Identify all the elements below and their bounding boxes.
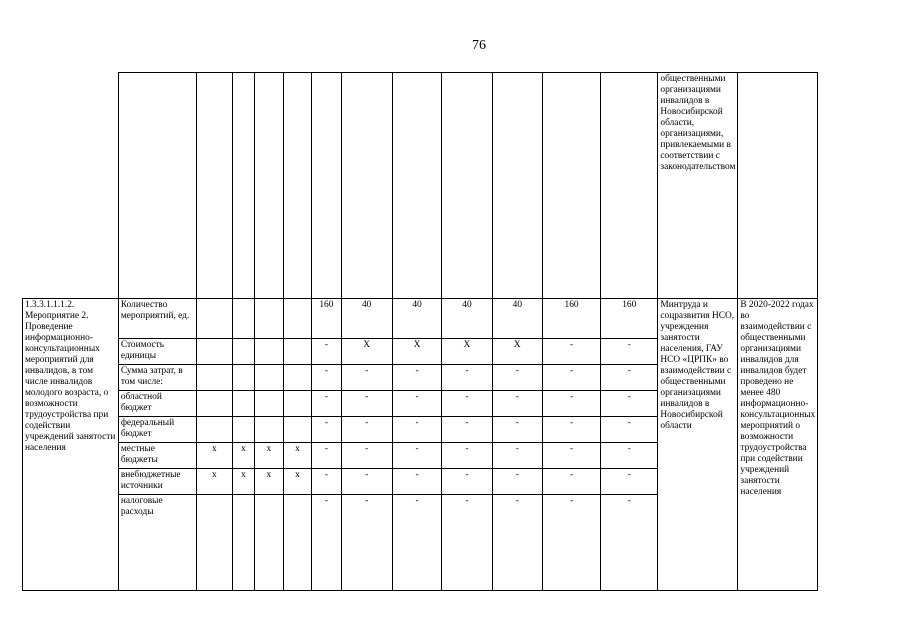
- value-cell: -: [392, 391, 441, 417]
- mark-cell: [196, 417, 232, 443]
- mark-cell: х: [283, 469, 312, 495]
- value-cell: -: [341, 469, 392, 495]
- value-cell: X: [492, 339, 542, 365]
- empty-cell: [232, 73, 254, 299]
- mark-cell: [232, 417, 254, 443]
- indicator-label: областной бюджет: [118, 391, 196, 417]
- mark-cell: [255, 299, 284, 339]
- value-cell: -: [543, 391, 601, 417]
- value-cell: -: [492, 417, 542, 443]
- value-cell: X: [341, 339, 392, 365]
- value-cell: 160: [312, 299, 341, 339]
- mark-cell: х: [232, 469, 254, 495]
- value-cell: 40: [341, 299, 392, 339]
- mark-cell: [232, 339, 254, 365]
- value-cell: -: [341, 391, 392, 417]
- indicator-label: Стоимость единицы: [118, 339, 196, 365]
- value-cell: -: [601, 443, 658, 469]
- value-cell: 160: [543, 299, 601, 339]
- empty-cell: [543, 73, 601, 299]
- empty-cell: [255, 73, 284, 299]
- value-cell: -: [442, 495, 492, 591]
- value-cell: -: [312, 443, 341, 469]
- value-cell: -: [341, 443, 392, 469]
- value-cell: -: [543, 495, 601, 591]
- mark-cell: х: [196, 469, 232, 495]
- mark-cell: [196, 339, 232, 365]
- value-cell: -: [312, 391, 341, 417]
- mark-cell: [232, 299, 254, 339]
- mark-cell: [255, 495, 284, 591]
- value-cell: -: [442, 365, 492, 391]
- value-cell: -: [601, 417, 658, 443]
- value-cell: -: [442, 391, 492, 417]
- indicator-label: внебюджетные источники: [118, 469, 196, 495]
- value-cell: -: [601, 495, 658, 591]
- empty-cell: [392, 73, 441, 299]
- value-cell: -: [601, 469, 658, 495]
- value-cell: -: [492, 443, 542, 469]
- value-cell: -: [442, 417, 492, 443]
- value-cell: -: [312, 469, 341, 495]
- value-cell: -: [341, 417, 392, 443]
- empty-cell: [442, 73, 492, 299]
- continuation-row: [23, 73, 905, 299]
- mark-cell: [255, 365, 284, 391]
- value-cell: -: [312, 495, 341, 591]
- mark-cell: [196, 299, 232, 339]
- value-cell: -: [341, 495, 392, 591]
- continuation-responsible: общественными организациями инвалидов в Новосибирской области, организациями, привлекаемыми в соответствии с законодательством: [658, 73, 738, 299]
- value-cell: -: [492, 495, 542, 591]
- value-cell: -: [392, 443, 441, 469]
- indicator-label: Количество мероприятий, ед.: [118, 299, 196, 339]
- value-cell: -: [601, 391, 658, 417]
- mark-cell: х: [255, 443, 284, 469]
- expected-result: В 2020-2022 годах во взаимодействии с общественными организациями инвалидов для инвалидов будет проведено не менее 480 информационно-консультационных мероприятий о возможности трудоустройства при содействии учреждений занятости населения: [738, 299, 818, 591]
- value-cell: -: [543, 365, 601, 391]
- indicator-label: федеральный бюджет: [118, 417, 196, 443]
- empty-cell: [283, 73, 312, 299]
- value-cell: -: [341, 365, 392, 391]
- mark-cell: [255, 417, 284, 443]
- value-cell: -: [312, 417, 341, 443]
- mark-cell: [255, 391, 284, 417]
- activity-name: 1.3.3.1.1.1.2. Мероприятие 2. Проведение информационно-консультационных мероприятий для инвалидов, в том числе инвалидов молодого возраста, о возможности трудоустройства при содействии учреждений занятости населения: [23, 299, 119, 591]
- empty-cell: [492, 73, 542, 299]
- mark-cell: х: [232, 443, 254, 469]
- value-cell: -: [601, 365, 658, 391]
- value-cell: X: [442, 339, 492, 365]
- mark-cell: [232, 365, 254, 391]
- mark-cell: [283, 299, 312, 339]
- mark-cell: [255, 339, 284, 365]
- responsible-executor: Минтруда и соцразвития НСО, учреждения занятости населения, ГАУ НСО «ЦРПК» во взаимодействии с общественными организациями инвалидов в Новосибирской области: [658, 299, 738, 591]
- value-cell: -: [442, 469, 492, 495]
- empty-cell: [738, 73, 818, 299]
- value-cell: -: [492, 469, 542, 495]
- value-cell: -: [543, 469, 601, 495]
- value-cell: -: [543, 417, 601, 443]
- empty-cell: [341, 73, 392, 299]
- mark-cell: х: [196, 443, 232, 469]
- mark-cell: х: [283, 443, 312, 469]
- empty-cell: [196, 73, 232, 299]
- mark-cell: [232, 495, 254, 591]
- value-cell: -: [392, 469, 441, 495]
- value-cell: -: [392, 495, 441, 591]
- value-cell: -: [442, 443, 492, 469]
- indicator-label: налоговые расходы: [118, 495, 196, 591]
- value-cell: -: [492, 365, 542, 391]
- value-cell: 160: [601, 299, 658, 339]
- value-cell: -: [601, 339, 658, 365]
- empty-cell: [23, 73, 119, 299]
- activity-table: [22, 72, 905, 591]
- indicator-label: местные бюджеты: [118, 443, 196, 469]
- value-cell: -: [392, 417, 441, 443]
- value-cell: -: [543, 443, 601, 469]
- mark-cell: [283, 495, 312, 591]
- indicator-label: Сумма затрат, в том числе:: [118, 365, 196, 391]
- empty-cell: [118, 73, 196, 299]
- mark-cell: [283, 339, 312, 365]
- value-cell: -: [543, 339, 601, 365]
- empty-cell: [601, 73, 658, 299]
- mark-cell: [196, 391, 232, 417]
- value-cell: 40: [392, 299, 441, 339]
- mark-cell: [196, 495, 232, 591]
- value-cell: -: [392, 365, 441, 391]
- value-cell: -: [312, 339, 341, 365]
- value-cell: 40: [442, 299, 492, 339]
- mark-cell: [283, 417, 312, 443]
- mark-cell: [283, 365, 312, 391]
- mark-cell: [196, 365, 232, 391]
- value-cell: X: [392, 339, 441, 365]
- page-number: 76: [472, 38, 486, 53]
- mark-cell: х: [255, 469, 284, 495]
- value-cell: -: [312, 365, 341, 391]
- empty-cell: [312, 73, 341, 299]
- table-row: [23, 299, 905, 339]
- value-cell: 40: [492, 299, 542, 339]
- value-cell: -: [492, 391, 542, 417]
- mark-cell: [232, 391, 254, 417]
- mark-cell: [283, 391, 312, 417]
